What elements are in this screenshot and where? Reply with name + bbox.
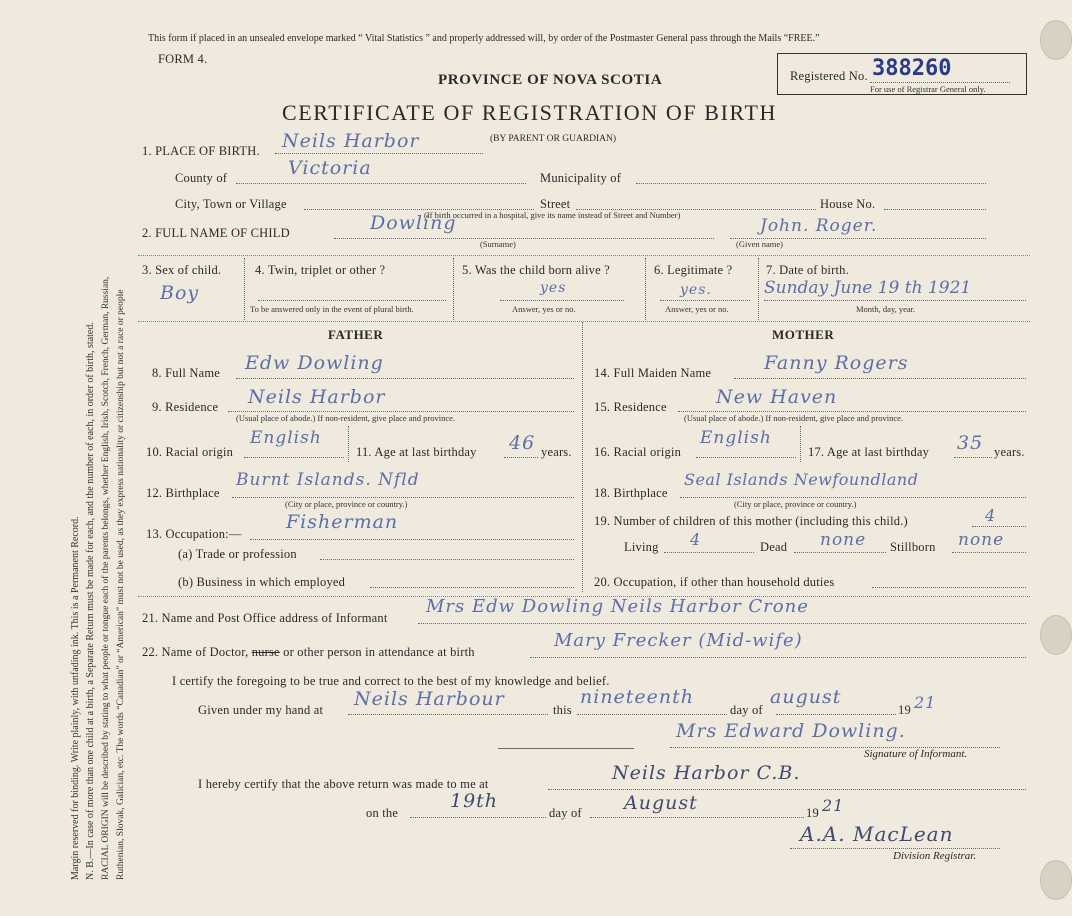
- county-value: Victoria: [288, 157, 372, 179]
- father-birthplace-label: 12. Birthplace: [146, 486, 220, 500]
- registrar-day: 19th: [450, 790, 499, 812]
- given-note: (Given name): [736, 239, 783, 249]
- surname-note: (Surname): [480, 239, 516, 249]
- sex-label: 3. Sex of child.: [142, 263, 222, 277]
- stillborn-value: none: [958, 530, 1005, 550]
- registrar-day-of-label: day of: [549, 806, 582, 820]
- mother-residence-note: (Usual place of abode.) If non-resident, give place and province.: [684, 413, 904, 423]
- father-occupation: Fisherman: [286, 511, 399, 533]
- registrar-on-label: on the: [366, 806, 399, 820]
- given-day: nineteenth: [580, 686, 695, 708]
- county-label: County of: [175, 171, 228, 185]
- child-surname: Dowling: [370, 212, 457, 234]
- this-label: this: [553, 703, 572, 717]
- house-no-label: House No.: [820, 197, 876, 211]
- registered-note: For use of Registrar General only.: [870, 84, 986, 94]
- doctor-label-text: 22. Name of Doctor,: [142, 645, 249, 659]
- alive-label: 5. Was the child born alive ?: [462, 263, 610, 277]
- registrar-text: I hereby certify that the above return was made to me at: [198, 777, 489, 791]
- registrar-signature: A.A. MacLean: [800, 822, 954, 846]
- mother-occupation-label: 20. Occupation, if other than household duties: [594, 575, 835, 589]
- living-label: Living: [624, 540, 659, 554]
- father-residence: Neils Harbor: [248, 386, 386, 408]
- father-age: 46: [509, 432, 536, 454]
- doctor-value: Mary Frecker (Mid-wife): [554, 630, 803, 651]
- registrar-year-prefix: 19: [806, 806, 819, 820]
- living-value: 4: [690, 530, 702, 549]
- binding-hole: [1040, 615, 1072, 655]
- binding-hole: [1040, 860, 1072, 900]
- mother-residence-label: 15. Residence: [594, 400, 667, 414]
- father-name-label: 8. Full Name: [152, 366, 221, 380]
- mother-years-label: years.: [994, 445, 1025, 459]
- business-label: (b) Business in which employed: [178, 575, 346, 589]
- division-registrar-label: Division Registrar.: [893, 850, 977, 862]
- mother-race-label: 16. Racial origin: [594, 445, 682, 459]
- informant-signature: Mrs Edward Dowling.: [676, 720, 906, 742]
- date-value: Sunday June 19 th 1921: [764, 278, 972, 298]
- given-month: august: [770, 686, 842, 708]
- stillborn-label: Stillborn: [890, 540, 936, 554]
- father-race: English: [250, 428, 322, 448]
- father-birthplace-note: (City or place, province or country.): [285, 499, 408, 509]
- alive-value: yes: [540, 280, 567, 296]
- legit-label: 6. Legitimate ?: [654, 263, 733, 277]
- legit-value: yes.: [680, 282, 712, 298]
- mother-name: Fanny Rogers: [764, 352, 909, 374]
- certify-text: I certify the foregoing to be true and correct to the best of my knowledge and belief.: [172, 674, 610, 688]
- year-suffix: 21: [914, 693, 937, 712]
- certificate-title: CERTIFICATE OF REGISTRATION OF BIRTH: [282, 100, 777, 125]
- given-place: Neils Harbour: [354, 688, 505, 710]
- registration-number: 388260: [872, 56, 952, 81]
- province-heading: PROVINCE OF NOVA SCOTIA: [438, 72, 663, 88]
- mother-birthplace: Seal Islands Newfoundland: [684, 470, 919, 489]
- mother-age: 35: [957, 432, 984, 454]
- registrar-place: Neils Harbor C.B.: [612, 762, 801, 784]
- date-note: Month, day, year.: [856, 304, 916, 314]
- given-under-label: Given under my hand at: [198, 703, 324, 717]
- alive-note: Answer, yes or no.: [512, 304, 576, 314]
- city-label: City, Town or Village: [175, 197, 287, 211]
- margin-note-1: Margin reserved for binding. Write plainly, with unfading ink. This is a Permanent Record.: [70, 516, 81, 880]
- child-given-name: John. Roger.: [760, 216, 878, 236]
- form-number: FORM 4.: [158, 52, 208, 66]
- registrar-month: August: [624, 792, 698, 814]
- margin-note-3: RACIAL ORIGIN will be described by stating to what people or tongue each of the parents belongs, whether English, Irish, Scotch, French, German, Russian,: [101, 276, 111, 880]
- registered-label: Registered No.: [790, 69, 868, 83]
- mother-race: English: [700, 428, 772, 448]
- street-label: Street: [540, 197, 571, 211]
- mother-age-label: 17. Age at last birthday: [808, 445, 930, 459]
- father-residence-label: 9. Residence: [152, 400, 219, 414]
- father-race-label: 10. Racial origin: [146, 445, 234, 459]
- children-count: 4: [985, 506, 997, 525]
- sex-value: Boy: [160, 282, 200, 304]
- mother-birthplace-label: 18. Birthplace: [594, 486, 668, 500]
- year-prefix: 19: [898, 703, 911, 717]
- father-residence-note: (Usual place of abode.) If non-resident, give place and province.: [236, 413, 456, 423]
- child-name-label: 2. FULL NAME OF CHILD: [142, 226, 290, 240]
- father-age-label: 11. Age at last birthday: [356, 445, 477, 459]
- place-of-birth-label: 1. PLACE OF BIRTH.: [142, 144, 260, 158]
- informant-label: 21. Name and Post Office address of Informant: [142, 611, 388, 625]
- municipality-label: Municipality of: [540, 171, 622, 185]
- mother-name-label: 14. Full Maiden Name: [594, 366, 712, 380]
- mother-birthplace-note: (City or place, province or country.): [734, 499, 857, 509]
- legit-note: Answer, yes or no.: [665, 304, 729, 314]
- informant-value: Mrs Edw Dowling Neils Harbor Crone: [426, 596, 809, 617]
- father-occupation-label: 13. Occupation:—: [146, 527, 242, 541]
- father-years-label: years.: [541, 445, 572, 459]
- place-of-birth-value: Neils Harbor: [282, 130, 420, 152]
- doctor-label-struck: nurse: [251, 645, 280, 659]
- twin-label: 4. Twin, triplet or other ?: [255, 263, 386, 277]
- day-of-label: day of: [730, 703, 763, 717]
- father-heading: FATHER: [328, 327, 384, 342]
- father-birthplace: Burnt Islands. Nfld: [236, 470, 420, 490]
- mother-residence: New Haven: [716, 386, 838, 408]
- margin-note-2: N. B.—In case of more than one child at a birth, a Separate Return must be made for each, and the number of each, in order of birth, stated.: [85, 322, 96, 880]
- by-parent-note: (BY PARENT OR GUARDIAN): [490, 134, 617, 144]
- dead-label: Dead: [760, 540, 788, 554]
- date-label: 7. Date of birth.: [766, 263, 849, 277]
- signature-informant-label: Signature of Informant.: [864, 748, 968, 760]
- doctor-label-text-2: or other person in attendance at birth: [283, 645, 475, 659]
- mother-heading: MOTHER: [772, 327, 835, 342]
- dead-value: none: [820, 530, 867, 550]
- trade-label: (a) Trade or profession: [178, 547, 297, 561]
- top-notice: This form if placed in an unsealed envelope marked “ Vital Statistics ” and properly addressed will, by order of the Postmaster General pass through the Mails “FREE.”: [148, 33, 820, 44]
- doctor-label: [142, 645, 475, 660]
- twin-note: To be answered only in the event of plural birth.: [250, 304, 414, 314]
- margin-note-4: Ruthenian, Slovak, Galician, etc. The words “Canadian” or “American” must not be used, as they express nationality or citizenship but not a race or people: [116, 289, 126, 880]
- registrar-year-suffix: 21: [822, 796, 845, 815]
- binding-hole: [1040, 20, 1072, 60]
- father-name: Edw Dowling: [245, 352, 384, 374]
- children-count-label: 19. Number of children of this mother (including this child.): [594, 514, 908, 528]
- hospital-note: (If birth occurred in a hospital, give its name instead of Street and Number): [424, 210, 681, 220]
